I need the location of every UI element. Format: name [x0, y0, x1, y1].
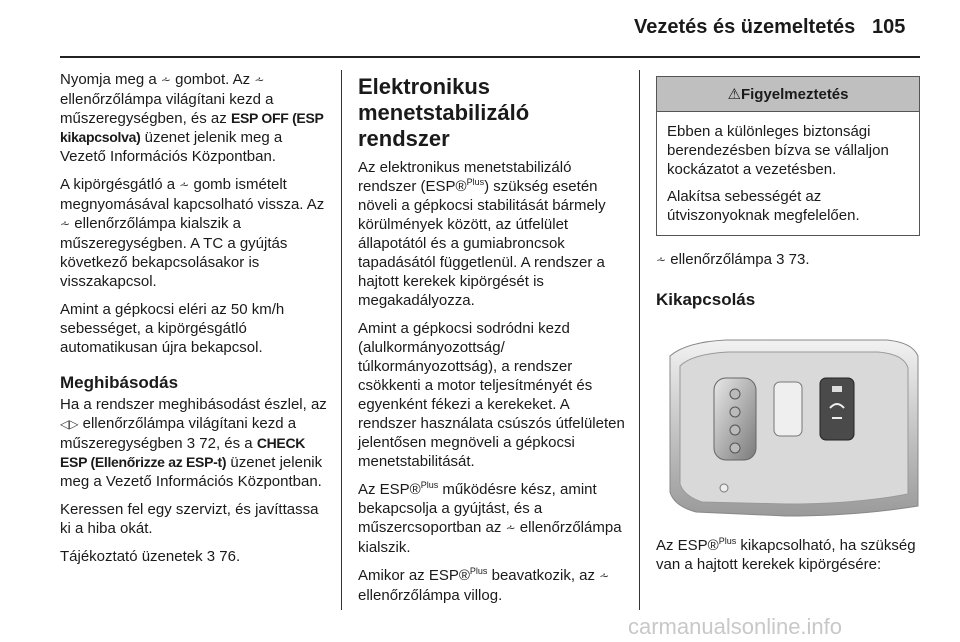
esp-switch-panel-illustration	[656, 316, 920, 522]
section-heading: Meghibásodás	[60, 373, 179, 392]
text: Az elektronikus menetstabilizáló rendszer (ESP®	[358, 159, 572, 195]
page-header-title: Vezetés és üzemeltetés	[634, 16, 856, 38]
page-reference[interactable]: 3 76	[206, 548, 236, 565]
esp-icon: ⩪	[179, 178, 190, 192]
paragraph	[60, 175, 332, 291]
message-text: CHECK ESP (Ellenőrizze az ESP-t)	[60, 435, 306, 470]
plus-superscript: Plus	[469, 566, 488, 576]
column-divider-1	[341, 70, 342, 610]
text: .	[235, 548, 241, 565]
esp-icon: ⩪	[599, 569, 610, 583]
warning-box	[656, 76, 920, 236]
plus-superscript: Plus	[718, 536, 737, 546]
text: .	[805, 251, 810, 268]
paragraph	[60, 395, 332, 491]
warning-text: Alakítsa sebességét az útviszonyoknak megfelelően.	[667, 188, 860, 224]
warning-body	[657, 112, 919, 235]
column-divider-2	[639, 70, 640, 610]
page-reference[interactable]: 3 72	[186, 435, 216, 452]
text: ellenőrzőlámpa	[666, 251, 777, 268]
esp-icon: ⩪	[656, 253, 667, 267]
plus-superscript: Plus	[420, 480, 439, 490]
warning-title: Figyelmeztetés	[740, 86, 849, 103]
warning-header	[657, 77, 919, 112]
column-right	[656, 70, 920, 583]
text: ellenőrzőlámpa világítani kezd a műszeregységben	[60, 415, 297, 452]
warning-text: Ebben a különleges biztonsági berendezésben bízva se vállaljon kockázatot a vezetésben.	[667, 123, 889, 178]
text: beavatkozik, az	[487, 567, 600, 584]
text: , és a	[215, 435, 257, 452]
column-left	[60, 70, 332, 575]
watermark: carmanualsonline.info	[628, 614, 843, 639]
text: ellenőrzőlámpa kialszik a műszeregységben. A TC a gyújtás következő bekapcsolásakor is visszakapcsol.	[60, 215, 288, 290]
esp-icon: ⩪	[505, 521, 516, 535]
section-title: Elektronikus menetstabilizáló rendszer	[358, 74, 530, 151]
text: A kipörgésgátló a	[60, 176, 180, 193]
page-reference[interactable]: 3 73	[776, 251, 806, 268]
text: ellenőrzőlámpa világítani kezd a műszeregységben, és az	[60, 91, 274, 127]
text: működésre kész, amint bekapcsolja a gyújtást, és a műszercsoportban az	[358, 481, 597, 536]
text: kikapcsolható, ha szükség van a hajtott kerekek kipörgésére:	[656, 537, 916, 573]
paragraph: Amint a gépkocsi eléri az 50 km/h sebességet, a kipörgésgátló automatikusan újra bekapcsol.	[60, 301, 285, 356]
text: Az ESP®	[656, 537, 719, 554]
paragraph	[656, 536, 920, 574]
text: üzenet jelenik meg a Vezető Információs Központban.	[60, 454, 323, 490]
text: gombot. Az	[170, 71, 255, 88]
paragraph	[60, 547, 332, 566]
text: Tájékoztató üzenetek	[60, 548, 207, 565]
paragraph	[656, 250, 920, 270]
text: ellenőrzőlámpa villog.	[358, 587, 503, 604]
text: ) szükség esetén növeli a gépkocsi stabilitását bármely körülmények között, az útfelület állapotától és a gumiabroncsok tapadásától függetlenül. A rendszer a hajtott kerekek kipörgését is megakadályozza.	[358, 178, 606, 309]
page-number: 105	[872, 16, 906, 38]
column-middle	[358, 70, 626, 614]
text: Nyomja meg a	[60, 71, 161, 88]
message-text: ESP OFF (ESP kikapcsolva)	[60, 110, 324, 145]
text: ellenőrzőlámpa kialszik.	[358, 519, 622, 556]
esp-icon: ⩪	[160, 73, 171, 87]
paragraph	[358, 566, 626, 605]
tc-warning-icon: ◁▷	[60, 417, 79, 431]
esp-icon: ⩪	[254, 73, 265, 87]
text: gomb ismételt megnyomásával kapcsolható vissza. Az	[60, 176, 325, 213]
text: Amikor az ESP®	[358, 567, 470, 584]
section-heading: Kikapcsolás	[656, 290, 756, 309]
esp-icon: ⩪	[60, 217, 71, 231]
header-divider	[60, 56, 920, 58]
paragraph: Amint a gépkocsi sodródni kezd (alulkormányozottság/ túlkormányozottság), a rendszer csökkenti a motor teljesítményét és egyenként fékezi a kerekeket. A rendszer használata csúszós útfelületen jelentősen megnöveli a gépkocsi menetstabilitását.	[358, 320, 625, 470]
paragraph	[60, 70, 332, 166]
text: Az ESP®	[358, 481, 421, 498]
plus-superscript: Plus	[466, 177, 485, 187]
text: üzenet jelenik meg a Vezető Információs Központban.	[60, 129, 283, 165]
paragraph: Keressen fel egy szervizt, és javíttassa ki a hiba okát.	[60, 501, 319, 537]
paragraph	[358, 158, 626, 310]
paragraph	[358, 480, 626, 557]
warning-triangle-icon: ⚠	[727, 86, 741, 103]
text: Ha a rendszer meghibásodást észlel, az	[60, 396, 327, 413]
